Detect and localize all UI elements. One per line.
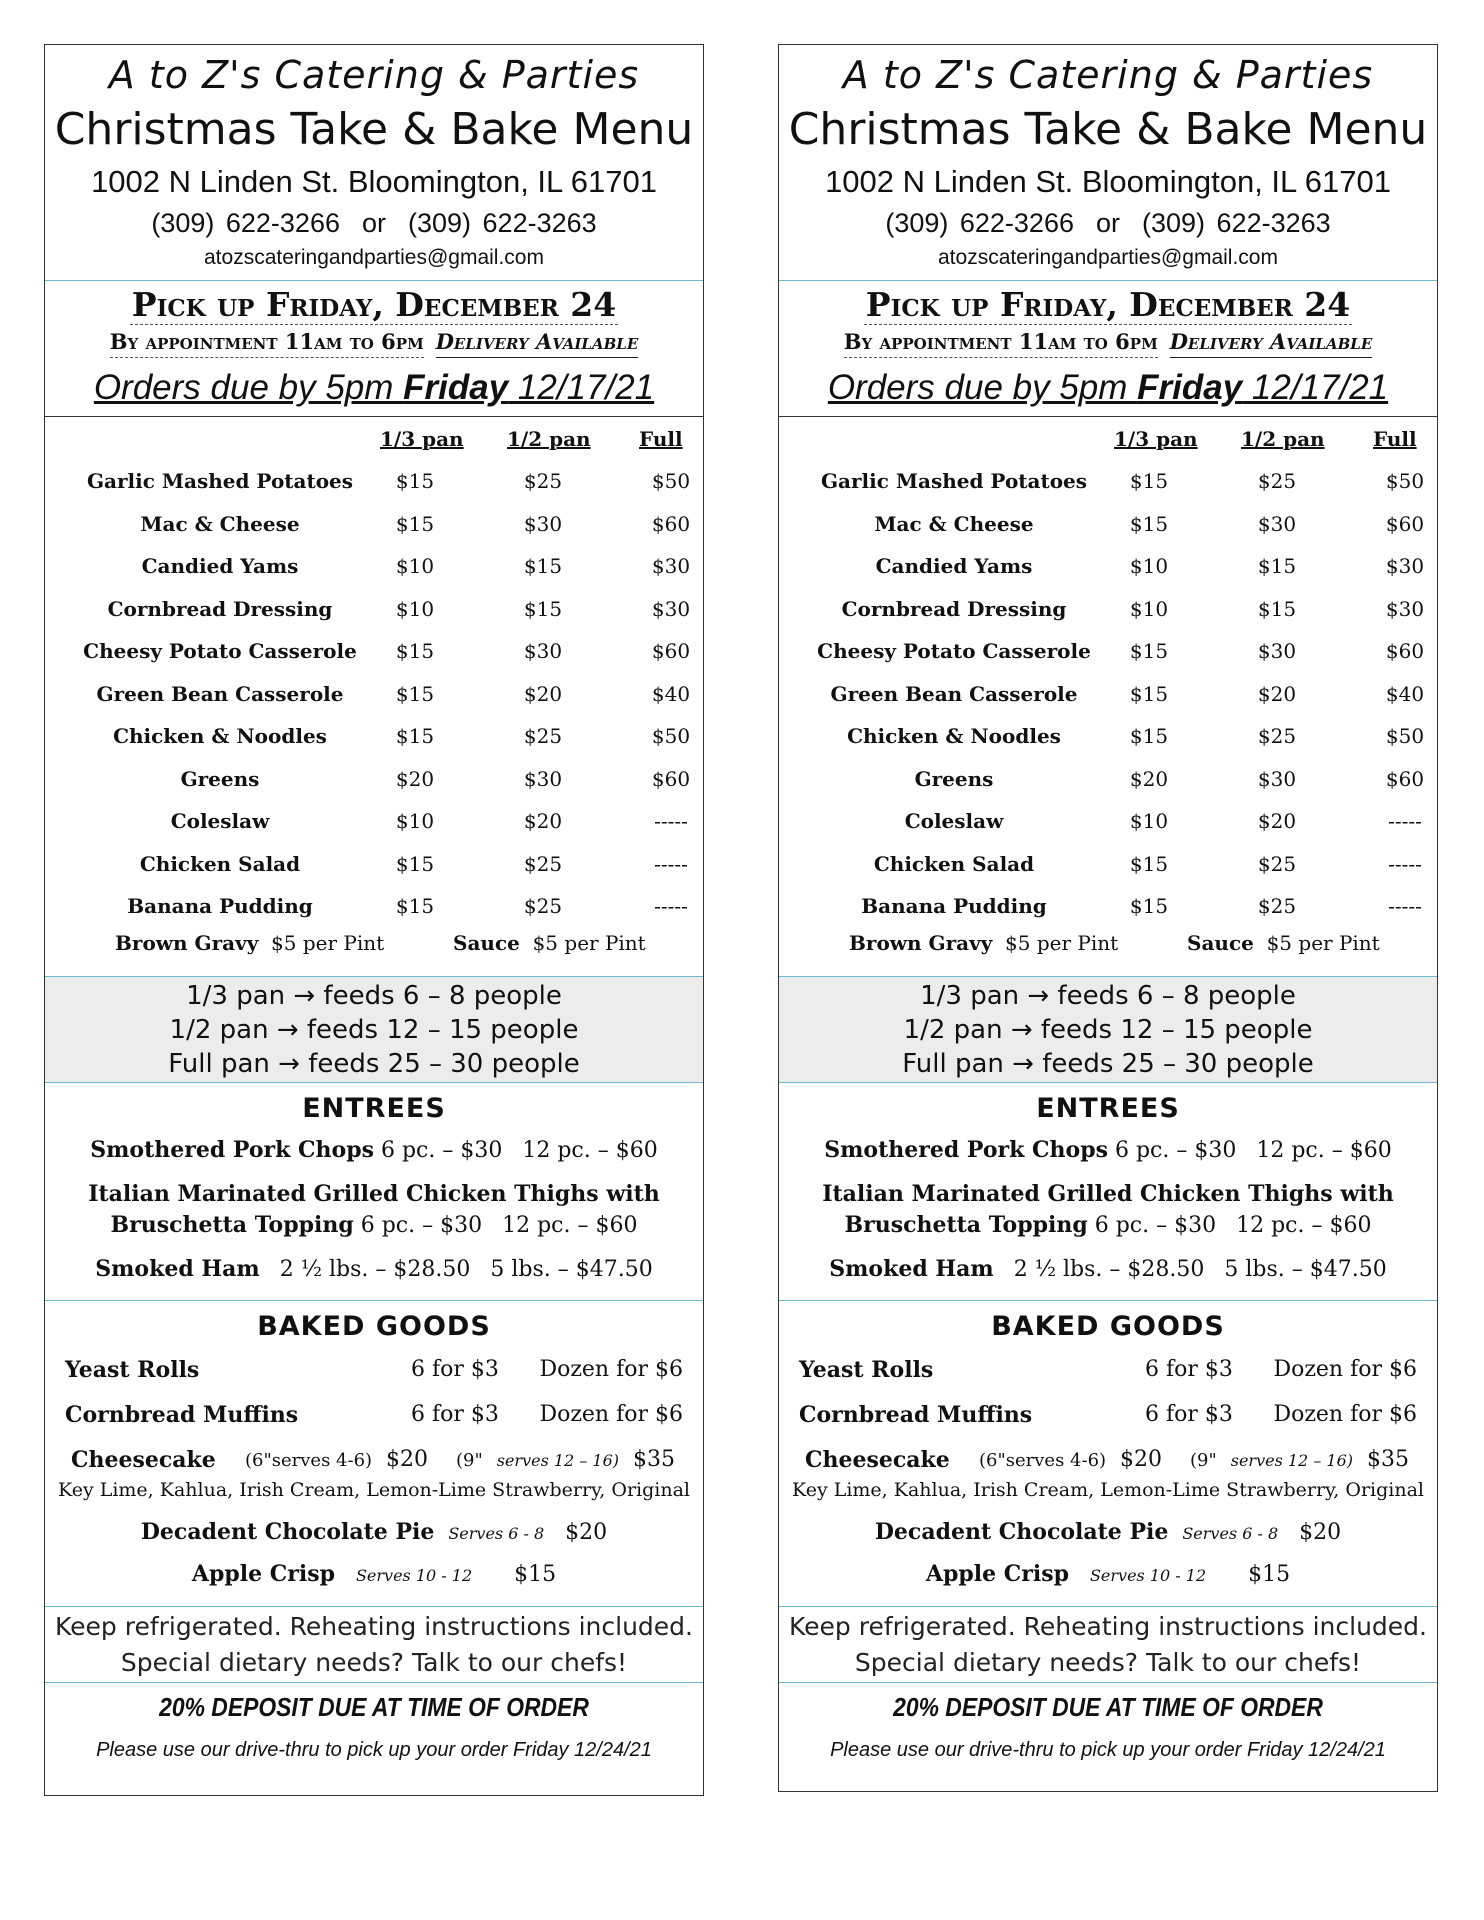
side-name: Candied Yams bbox=[141, 554, 299, 578]
pickup-details bbox=[45, 327, 703, 358]
phone-1: (309) 622-3266 bbox=[885, 208, 1074, 238]
price-half: $20 bbox=[523, 681, 563, 706]
entree-chicken: Italian Marinated Grilled Chicken Thighs with Bruschetta Topping 6 pc. – $30 12 pc. – $60 bbox=[88, 1181, 660, 1238]
address: 1002 N Linden St. Bloomington, IL 61701 bbox=[91, 164, 657, 199]
side-name: Banana Pudding bbox=[861, 894, 1047, 918]
baked-pie: Decadent Chocolate Pie Serves 6 - 8 $20 bbox=[874, 1519, 1342, 1545]
price-third: $20 bbox=[395, 766, 435, 791]
side-row bbox=[779, 852, 1437, 894]
price-third: $15 bbox=[395, 681, 435, 706]
side-name: Mac & Cheese bbox=[140, 511, 300, 536]
feeds-third: 1/3 pan → feeds 6 – 8 people bbox=[186, 981, 562, 1011]
side-row bbox=[45, 767, 703, 809]
baked-crisp: Apple Crisp Serves 10 - 12 $15 bbox=[191, 1561, 557, 1587]
price-full: $30 bbox=[651, 596, 691, 621]
menu-title: Christmas Take & Bake Menu bbox=[54, 104, 694, 155]
price-third: $15 bbox=[1129, 469, 1169, 493]
side-name: Candied Yams bbox=[875, 554, 1033, 578]
price-half: $30 bbox=[523, 639, 563, 663]
price-half: $25 bbox=[1257, 724, 1297, 748]
entree-pork: Smothered Pork Chops 6 pc. – $30 12 pc. – $60 bbox=[824, 1137, 1392, 1163]
price-full: ----- bbox=[654, 851, 688, 876]
price-full: $40 bbox=[651, 681, 691, 706]
side-row bbox=[45, 639, 703, 681]
col-half-pan: 1/2 pan bbox=[507, 427, 591, 451]
price-half: $25 bbox=[523, 469, 563, 493]
phones bbox=[45, 203, 703, 243]
side-name: Greens bbox=[180, 766, 260, 791]
footer bbox=[779, 1683, 1437, 1767]
side-name: Garlic Mashed Potatoes bbox=[820, 469, 1088, 493]
entree-ham: Smoked Ham 2 ½ lbs. – $28.50 5 lbs. – $47.50 bbox=[95, 1256, 653, 1282]
price-full: $60 bbox=[651, 766, 691, 791]
col-full-pan: Full bbox=[639, 427, 683, 451]
price-full: $60 bbox=[1385, 766, 1425, 791]
phone-or: or bbox=[1095, 208, 1120, 238]
price-half: $15 bbox=[1257, 596, 1297, 621]
price-full: $60 bbox=[1385, 511, 1425, 536]
delivery-available: Delivery Available bbox=[1170, 327, 1373, 358]
pan-sizes bbox=[779, 977, 1437, 1083]
entrees bbox=[45, 1083, 703, 1301]
email: atozscateringandparties@gmail.com bbox=[938, 246, 1278, 269]
phone-2: (309) 622-3263 bbox=[408, 208, 597, 238]
price-full: $50 bbox=[1385, 469, 1425, 493]
side-row bbox=[45, 469, 703, 511]
price-full: ----- bbox=[654, 894, 688, 918]
price-half: $25 bbox=[523, 851, 563, 876]
price-third: $15 bbox=[395, 511, 435, 536]
side-row bbox=[779, 469, 1437, 511]
price-third: $15 bbox=[395, 469, 435, 493]
sides-table bbox=[45, 417, 703, 977]
price-full: $30 bbox=[1385, 554, 1425, 578]
side-row bbox=[45, 809, 703, 851]
delivery-available: Delivery Available bbox=[436, 327, 639, 358]
side-row bbox=[45, 852, 703, 894]
side-name: Cornbread Dressing bbox=[841, 596, 1067, 621]
side-name: Green Bean Casserole bbox=[96, 681, 344, 706]
side-name: Chicken Salad bbox=[139, 851, 301, 876]
gravy-price: $5 per Pint bbox=[1005, 931, 1119, 955]
side-name: Cheesy Potato Casserole bbox=[817, 639, 1091, 663]
entrees bbox=[779, 1083, 1437, 1301]
price-third: $10 bbox=[1129, 554, 1169, 578]
side-row bbox=[779, 512, 1437, 554]
price-third: $15 bbox=[395, 639, 435, 663]
side-row bbox=[779, 554, 1437, 596]
sides-table bbox=[779, 417, 1437, 977]
pickup-info bbox=[779, 281, 1437, 417]
col-third-pan: 1/3 pan bbox=[1114, 427, 1198, 451]
baked-goods: BAKED GOODS Yeast Rolls 6 for $3 Dozen for $6 Cornbread Muffins 6 for $3 Dozen for $6 Cheesecake (6"serves 4-6) $20 (9" serves 12 – 16) $35 Key Lime, Kahlua, Irish Cream, Lemon-Lime Strawberry, Original Decadent Chocolate Pie Serves 6 - 8 $20 Apple Crisp Serves 10 - 12 $15 bbox=[779, 1301, 1437, 1607]
pan-sizes bbox=[45, 977, 703, 1083]
price-half: $15 bbox=[523, 554, 563, 578]
phone-1: (309) 622-3266 bbox=[151, 208, 340, 238]
side-name: Coleslaw bbox=[170, 809, 270, 833]
price-third: $10 bbox=[395, 596, 435, 621]
deposit-notice: 20% DEPOSIT DUE AT TIME OF ORDER bbox=[159, 1692, 589, 1722]
pickup-details bbox=[779, 327, 1437, 358]
note-dietary: Special dietary needs? Talk to our chefs! bbox=[854, 1648, 1362, 1677]
business-name: A to Z's Catering & Parties bbox=[108, 53, 640, 97]
price-third: $10 bbox=[1129, 596, 1169, 621]
pickup-date: Pick up Friday, December 24 bbox=[865, 285, 1351, 324]
baked-pie: Decadent Chocolate Pie Serves 6 - 8 $20 bbox=[140, 1519, 608, 1545]
gravy-name: Brown Gravy bbox=[115, 931, 259, 955]
price-full: $60 bbox=[651, 639, 691, 663]
side-row bbox=[45, 554, 703, 596]
price-third: $15 bbox=[1129, 894, 1169, 918]
price-half: $30 bbox=[1257, 766, 1297, 791]
sauce-name: Sauce bbox=[453, 931, 520, 955]
side-name: Chicken & Noodles bbox=[847, 724, 1061, 748]
price-third: $10 bbox=[395, 554, 435, 578]
feeds-half: 1/2 pan → feeds 12 – 15 people bbox=[903, 1015, 1313, 1045]
price-third: $20 bbox=[1129, 766, 1169, 791]
side-row bbox=[779, 767, 1437, 809]
appointment-hours: By appointment 11am to 6pm bbox=[844, 327, 1158, 358]
price-full: ----- bbox=[1388, 894, 1422, 918]
entree-ham: Smoked Ham 2 ½ lbs. – $28.50 5 lbs. – $47.50 bbox=[829, 1256, 1387, 1282]
price-half: $20 bbox=[1257, 809, 1297, 833]
price-full: ----- bbox=[1388, 809, 1422, 833]
price-half: $20 bbox=[1257, 681, 1297, 706]
price-half: $30 bbox=[1257, 511, 1297, 536]
price-half: $15 bbox=[1257, 554, 1297, 578]
orders-due: Orders due by 5pm Friday 12/17/21 bbox=[827, 368, 1389, 407]
pickup-info bbox=[45, 281, 703, 417]
drive-thru-notice: Please use our drive-thru to pick up your order Friday 12/24/21 bbox=[96, 1739, 652, 1761]
side-row bbox=[45, 682, 703, 724]
baked-heading: BAKED GOODS bbox=[257, 1311, 491, 1342]
entree-chicken: Italian Marinated Grilled Chicken Thighs with Bruschetta Topping 6 pc. – $30 12 pc. – $60 bbox=[822, 1181, 1394, 1238]
feeds-third: 1/3 pan → feeds 6 – 8 people bbox=[920, 981, 1296, 1011]
col-third-pan: 1/3 pan bbox=[380, 427, 464, 451]
price-third: $15 bbox=[1129, 851, 1169, 876]
price-full: ----- bbox=[654, 809, 688, 833]
price-half: $30 bbox=[1257, 639, 1297, 663]
side-name: Coleslaw bbox=[904, 809, 1004, 833]
side-row bbox=[45, 597, 703, 639]
price-half: $25 bbox=[523, 894, 563, 918]
price-half: $25 bbox=[1257, 469, 1297, 493]
price-full: $50 bbox=[651, 469, 691, 493]
price-third: $15 bbox=[1129, 681, 1169, 706]
side-row bbox=[45, 724, 703, 766]
pickup-date: Pick up Friday, December 24 bbox=[131, 285, 617, 324]
footer bbox=[45, 1683, 703, 1767]
deposit-notice: 20% DEPOSIT DUE AT TIME OF ORDER bbox=[893, 1692, 1323, 1722]
price-third: $15 bbox=[1129, 724, 1169, 748]
header bbox=[45, 45, 703, 281]
price-full: $40 bbox=[1385, 681, 1425, 706]
business-name: A to Z's Catering & Parties bbox=[842, 53, 1374, 97]
cheesecake-flavors: Key Lime, Kahlua, Irish Cream, Lemon-Lime Strawberry, Original bbox=[58, 1479, 690, 1501]
side-row bbox=[45, 894, 703, 936]
phone-or: or bbox=[361, 208, 386, 238]
price-third: $15 bbox=[1129, 639, 1169, 663]
address: 1002 N Linden St. Bloomington, IL 61701 bbox=[825, 164, 1391, 199]
price-half: $25 bbox=[1257, 851, 1297, 876]
appointment-hours: By appointment 11am to 6pm bbox=[110, 327, 424, 358]
price-full: $30 bbox=[651, 554, 691, 578]
price-third: $15 bbox=[395, 851, 435, 876]
price-third: $15 bbox=[395, 724, 435, 748]
price-third: $15 bbox=[395, 894, 435, 918]
baked-goods: BAKED GOODS Yeast Rolls 6 for $3 Dozen for $6 Cornbread Muffins 6 for $3 Dozen for $6 Cheesecake (6"serves 4-6) $20 (9" serves 12 – 16) $35 Key Lime, Kahlua, Irish Cream, Lemon-Lime Strawberry, Original Decadent Chocolate Pie Serves 6 - 8 $20 Apple Crisp Serves 10 - 12 $15 bbox=[45, 1301, 703, 1607]
header bbox=[779, 45, 1437, 281]
note-refrigerate: Keep refrigerated. Reheating instructions included. bbox=[789, 1612, 1427, 1641]
cheesecake-flavors: Key Lime, Kahlua, Irish Cream, Lemon-Lime Strawberry, Original bbox=[792, 1479, 1424, 1501]
feeds-full: Full pan → feeds 25 – 30 people bbox=[902, 1049, 1314, 1079]
col-full-pan: Full bbox=[1373, 427, 1417, 451]
side-name: Green Bean Casserole bbox=[830, 681, 1078, 706]
side-row bbox=[779, 894, 1437, 936]
price-half: $20 bbox=[523, 809, 563, 833]
baked-crisp: Apple Crisp Serves 10 - 12 $15 bbox=[925, 1561, 1291, 1587]
price-full: $30 bbox=[1385, 596, 1425, 621]
side-row bbox=[779, 724, 1437, 766]
price-half: $15 bbox=[523, 596, 563, 621]
side-name: Chicken Salad bbox=[873, 851, 1035, 876]
note-refrigerate: Keep refrigerated. Reheating instructions included. bbox=[55, 1612, 693, 1641]
baked-heading: BAKED GOODS bbox=[991, 1311, 1225, 1342]
sauce-price: $5 per Pint bbox=[1266, 931, 1380, 955]
side-row bbox=[779, 682, 1437, 724]
price-third: $10 bbox=[395, 809, 435, 833]
feeds-half: 1/2 pan → feeds 12 – 15 people bbox=[169, 1015, 579, 1045]
price-full: $50 bbox=[651, 724, 691, 748]
phones bbox=[779, 203, 1437, 243]
side-row bbox=[45, 512, 703, 554]
price-half: $25 bbox=[1257, 894, 1297, 918]
drive-thru-notice: Please use our drive-thru to pick up your order Friday 12/24/21 bbox=[830, 1739, 1386, 1761]
note-dietary: Special dietary needs? Talk to our chefs! bbox=[120, 1648, 628, 1677]
entree-pork: Smothered Pork Chops 6 pc. – $30 12 pc. – $60 bbox=[90, 1137, 658, 1163]
price-full: ----- bbox=[1388, 851, 1422, 876]
col-half-pan: 1/2 pan bbox=[1241, 427, 1325, 451]
price-full: $60 bbox=[1385, 639, 1425, 663]
feeds-full: Full pan → feeds 25 – 30 people bbox=[168, 1049, 580, 1079]
side-name: Cornbread Dressing bbox=[107, 596, 333, 621]
gravy-price: $5 per Pint bbox=[271, 931, 385, 955]
side-name: Banana Pudding bbox=[127, 894, 313, 918]
price-half: $25 bbox=[523, 724, 563, 748]
menu-title: Christmas Take & Bake Menu bbox=[788, 104, 1428, 155]
menu-left bbox=[44, 44, 704, 1796]
email: atozscateringandparties@gmail.com bbox=[204, 246, 544, 269]
side-name: Cheesy Potato Casserole bbox=[83, 639, 357, 663]
gravy-name: Brown Gravy bbox=[849, 931, 993, 955]
side-name: Garlic Mashed Potatoes bbox=[86, 469, 354, 493]
entrees-heading: ENTREES bbox=[302, 1093, 446, 1124]
notes bbox=[779, 1607, 1437, 1683]
price-third: $15 bbox=[1129, 511, 1169, 536]
price-half: $30 bbox=[523, 511, 563, 536]
notes bbox=[45, 1607, 703, 1683]
price-full: $50 bbox=[1385, 724, 1425, 748]
entrees-heading: ENTREES bbox=[1036, 1093, 1180, 1124]
sauce-name: Sauce bbox=[1187, 931, 1254, 955]
side-row bbox=[779, 597, 1437, 639]
phone-2: (309) 622-3263 bbox=[1142, 208, 1331, 238]
side-row bbox=[779, 639, 1437, 681]
price-third: $10 bbox=[1129, 809, 1169, 833]
side-name: Greens bbox=[914, 766, 994, 791]
sauce-price: $5 per Pint bbox=[532, 931, 646, 955]
side-name: Mac & Cheese bbox=[874, 511, 1034, 536]
orders-due: Orders due by 5pm Friday 12/17/21 bbox=[93, 368, 655, 407]
price-half: $30 bbox=[523, 766, 563, 791]
menu-right bbox=[778, 44, 1438, 1792]
side-name: Chicken & Noodles bbox=[113, 724, 327, 748]
side-row bbox=[779, 809, 1437, 851]
price-full: $60 bbox=[651, 511, 691, 536]
